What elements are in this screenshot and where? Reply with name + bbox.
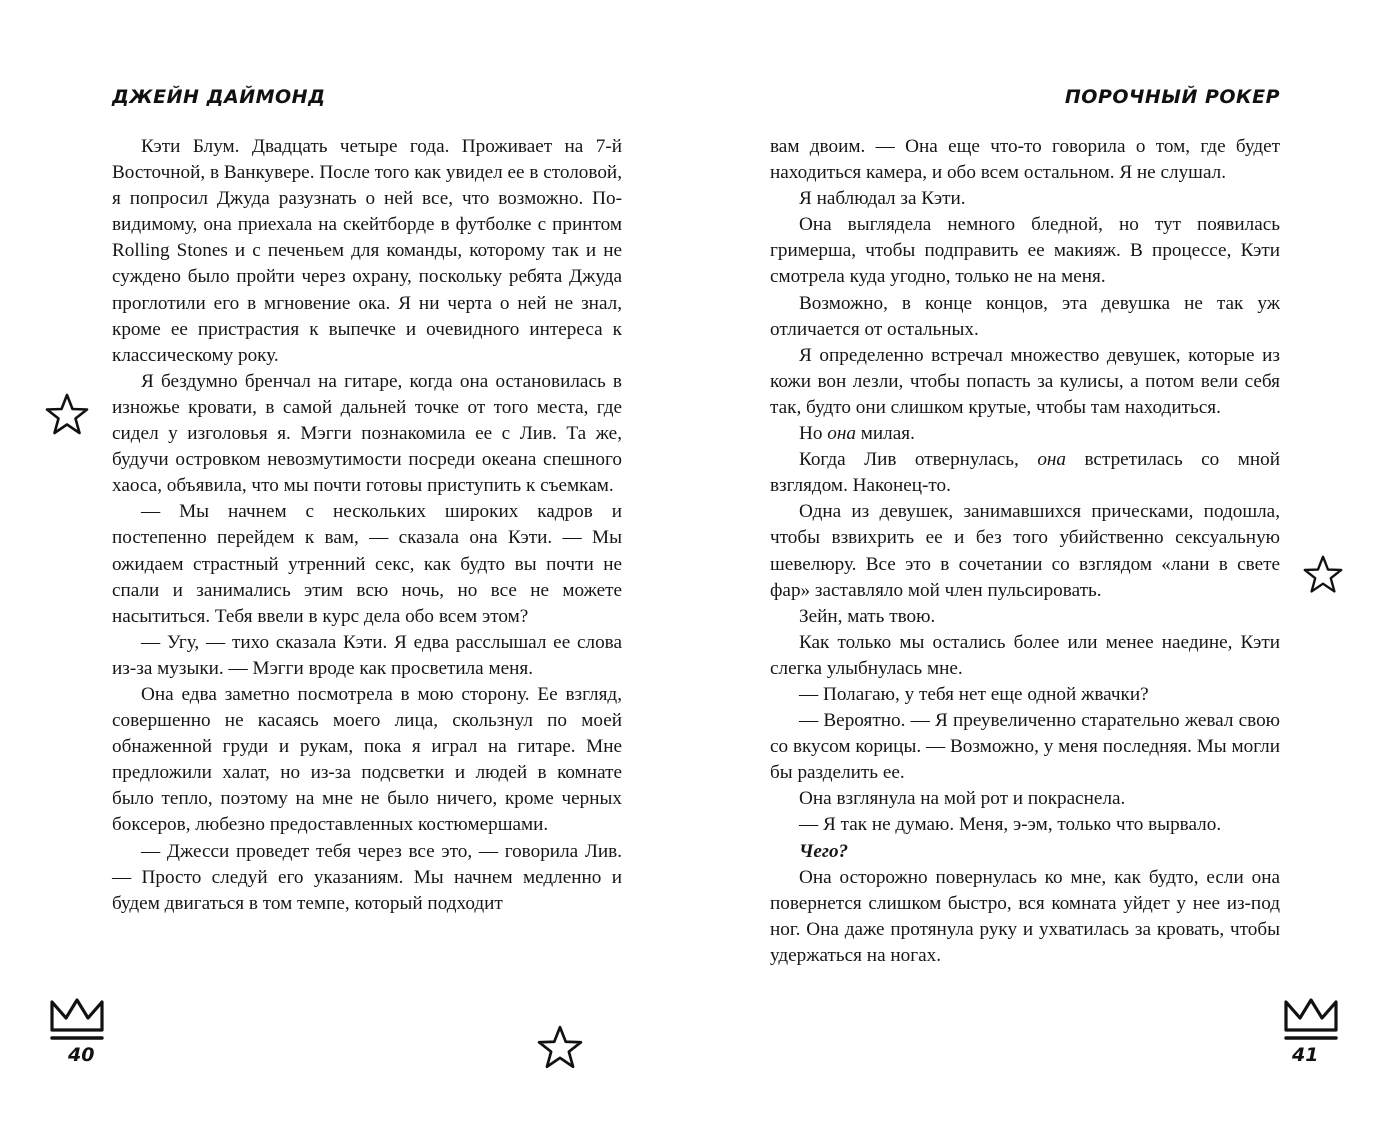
paragraph: Она взглянула на мой рот и покраснела. [799,788,1126,810]
emphasis: она [1037,449,1067,471]
author-running-head: ДЖЕЙН ДАЙМОНД [112,86,326,108]
paragraph: Одна из девушек, занимавшихся прическами, подошла, чтобы взвихрить ее и без того убийственно сексуальную шевелюру. Все это в сочетании со взглядом «лани в свете фар» заставляло мой член пульсировать. [770,501,1280,601]
paragraph: — Вероятно. — Я преувеличенно старательно жевал свою со вкусом корицы. — Возможно, у меня последняя. Мы могли бы разделить ее. [770,710,1280,784]
page-number: 41 [1292,1044,1319,1066]
paragraph: — Мы начнем с нескольких широких кадров и постепенно перейдем к вам, — сказала она Кэти. — Мы ожидаем страстный утренний секс, как будто вы почти не спали и занимались этим всю ночь, но все не можете насытиться. Тебя ввели в курс дела обо всем этом? [112,501,622,627]
paragraph: Кэти Блум. Двадцать четыре года. Проживает на 7-й Восточной, в Ванкувере. После того как увидел ее в столовой, я попросил Джуда разузнать о ней все, что возможно. По-видимому, она приехала на скейтборде в футболке с принтом Rolling Stones и с печеньем для команды, которому так и не суждено было пройти через охрану, поскольку ребята Джуда проглотили его в мгновение ока. Я ни черта о ней не знал, кроме ее пристрастия к выпечке и очевидного интереса к классическому року. [112,136,622,366]
paragraph: — Я так не думаю. Меня, э-эм, только что вырвало. [799,814,1222,836]
paragraph: Возможно, в конце концов, эта девушка не так уж отличается от остальных. [770,292,1280,340]
paragraph: Она осторожно повернулась ко мне, как будто, если она повернется слишком быстро, вся комната уйдет у нее из-под ног. Она даже протянула руку и ухватилась за кровать, чтобы удержаться на ногах. [770,866,1280,966]
paragraph: Я бездумно бренчал на гитаре, когда она остановилась в изножье кровати, в самой дальней точке от того места, где сидел у изголовья я. Мэгги познакомила ее с Лив. Та же, будучи островком невозмутимости посреди океана спешного хаоса, объявила, что мы почти готовы приступить к съемкам. [112,370,622,497]
paragraph: Она выглядела немного бледной, но тут появилась гримерша, чтобы подправить ее макияж. В процессе, Кэти смотрела куда угодно, только не на меня. [770,214,1280,288]
emphasis: она [827,423,856,445]
right-page [696,0,1392,1125]
paragraph: вам двоим. — Она еще что-то говорила о том, где будет находиться камера, и обо всем остальном. Я не слушал. [770,136,1280,184]
paragraph [770,421,1280,447]
star-outline-icon [536,1024,584,1072]
italic-thought: Чего? [799,840,849,862]
page-number: 40 [68,1044,95,1066]
paragraph: Как только мы остались более или менее наедине, Кэти слегка улыбнулась мне. [770,631,1280,679]
text-run: Когда Лив отвернулась, [799,449,1038,471]
paragraph [770,447,1280,499]
paragraph: — Полагаю, у тебя нет еще одной жвачки? [799,683,1149,705]
paragraph: Она едва заметно посмотрела в мою сторону. Ее взгляд, совершенно не касаясь моего лица, скользнул по моей обнаженной груди и рукам, пока я играл на гитаре. Мне предложили халат, но из-за подсветки и людей в комнате было тепло, поэтому на мне не было ничего, кроме черных боксеров, любезно предоставленных костюмершами. [112,683,622,836]
left-text-column [112,134,622,917]
title-running-head: ПОРОЧНЫЙ РОКЕР [1064,86,1280,108]
paragraph: — Угу, — тихо сказала Кэти. Я едва расслышал ее слова из-за музыки. — Мэгги вроде как просветила меня. [112,631,622,679]
paragraph: Зейн, мать твою. [799,605,936,627]
paragraph: Я определенно встречал множество девушек, которые из кожи вон лезли, чтобы попасть за кулисы, а потом вели себя так, будто они слишком крутые, чтобы там находиться. [770,344,1280,418]
paragraph: — Джесси проведет тебя через все это, — говорила Лив. — Просто следуй его указаниям. Мы начнем медленно и будем двигаться в том темпе, который подходит [112,840,622,914]
star-outline-icon [44,392,90,438]
text-run: Но [799,423,828,445]
star-outline-icon [1302,554,1344,596]
paragraph: Я наблюдал за Кэти. [799,188,966,210]
text-run: встретилась со мной взглядом. Наконец-то. [770,449,1280,497]
crown-icon [48,996,106,1044]
right-text-column [770,134,1280,969]
crown-icon [1282,996,1340,1044]
text-run: милая. [855,423,915,445]
